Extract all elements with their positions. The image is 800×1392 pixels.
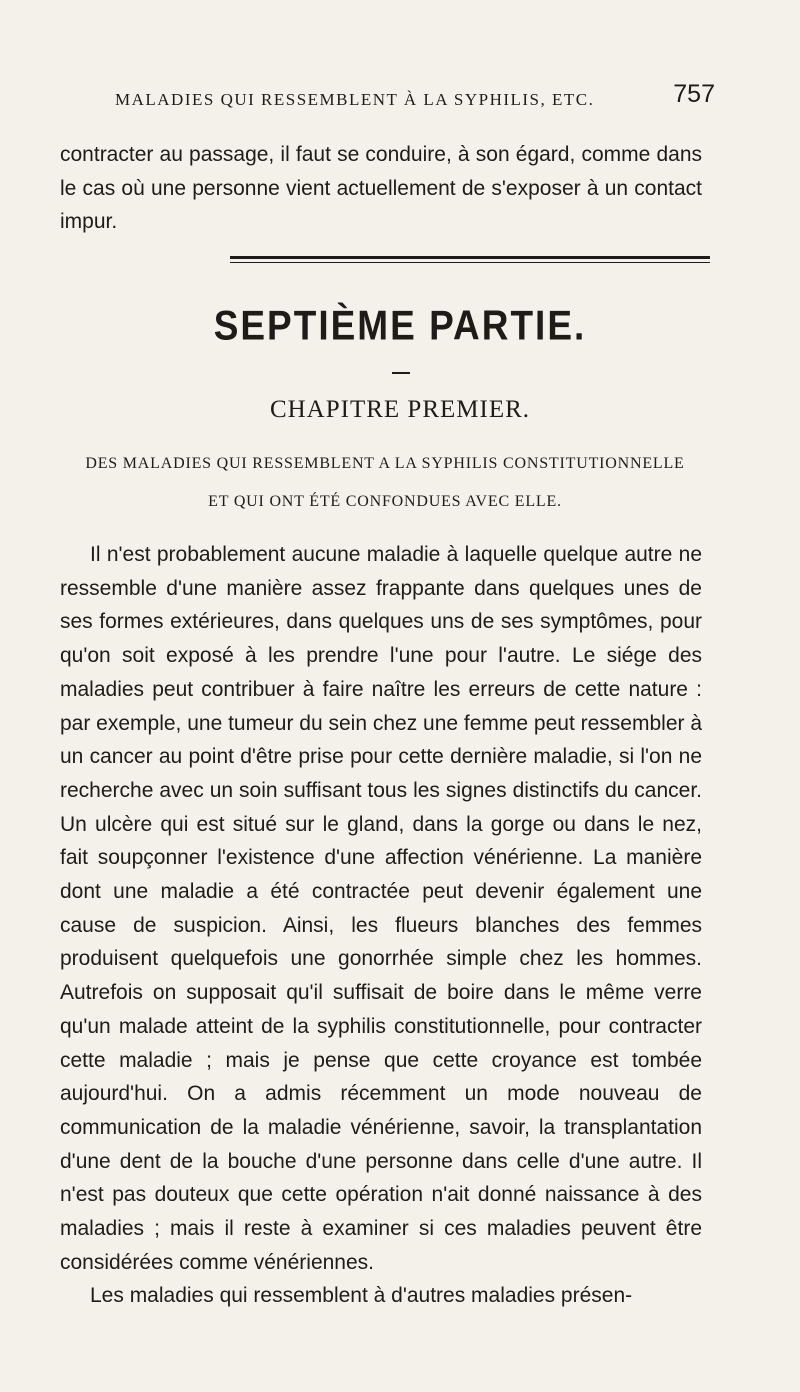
part-title: SEPTIÈME PARTIE. <box>213 302 587 349</box>
chapter-subtitle-line2: ET QUI ONT ÉTÉ CONFONDUES AVEC ELLE. <box>208 493 562 510</box>
chapter-title: CHAPITRE PREMIER. <box>269 396 531 423</box>
page-number: 757 <box>673 80 715 108</box>
chapter-subtitle-line1: DES MALADIES QUI RESSEMBLENT A LA SYPHILIS CONSTITUTIONNELLE <box>85 455 685 472</box>
body-paragraph: Il n'est probablement aucune maladie à laquelle quelque autre ne ressemble d'une manière assez frappante dans quelques unes de ses formes extérieures, dans quelques uns de ses symptômes, pour qu'on soit exposé à les prendre l'une pour l'autre. Le siége des maladies peut contribuer à faire naître les erreurs de cette nature : par exemple, une tumeur du sein chez une femme peut ressembler à un cancer au point d'être prise pour cette dernière maladie, si l'on ne recherche avec un soin suffisant tous les signes distinctifs du cancer. Un ulcère qui est situé sur le gland, dans la gorge ou dans le nez, fait soupçonner l'existence d'une affection vénérienne. La manière dont une maladie a été contractée peut devenir également une cause de suspicion. Ainsi, les flueurs blanches des femmes produisent quelquefois une gonorrhée simple chez les hommes. Autrefois on supposait qu'il suffisait de boire dans le même verre qu'un malade atteint de la syphilis constitutionnelle, pour contracter cette maladie ; mais je pense que cette croyance est tombée aujourd'hui. On a admis récemment un mode nouveau de communication de la maladie vénérienne, savoir, la transplantation d'une dent de la bouche d'une personne dans celle d'une autre. Il n'est pas douteux que cette opération n'ait donné naissance à des maladies ; mais il reste à examiner si ces maladies peuvent être considérées comme vénériennes. <box>60 543 703 1274</box>
section-rule-thick <box>230 256 710 259</box>
body-last-line: Les maladies qui ressemblent à d'autres maladies présen- <box>90 1284 633 1308</box>
body-text <box>60 538 702 1313</box>
running-title: MALADIES QUI RESSEMBLENT À LA SYPHILIS, ETC. <box>115 90 595 109</box>
section-rule-thin <box>230 262 710 263</box>
title-separator-dash <box>392 372 410 374</box>
intro-paragraph: contracter au passage, il faut se conduire, à son égard, comme dans le cas où une personne vient actuellement de s'exposer à un contact impur. <box>60 143 702 234</box>
